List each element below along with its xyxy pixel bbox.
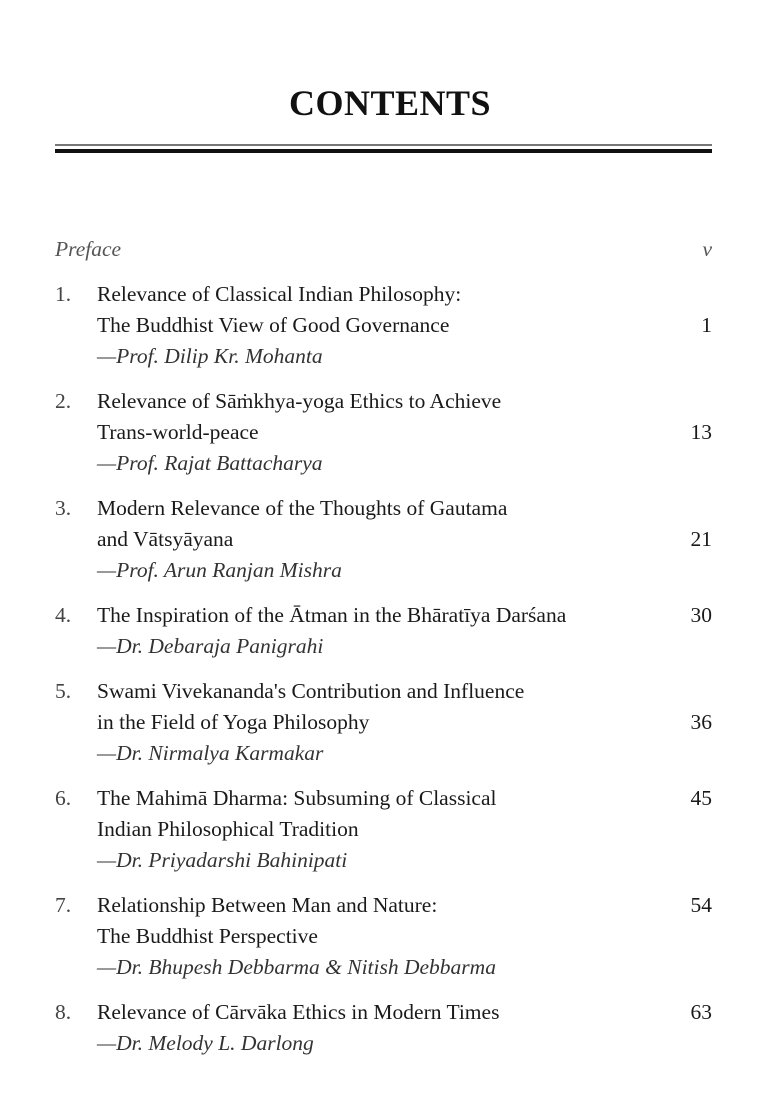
page-number: 21 — [690, 527, 712, 551]
page-number: 30 — [690, 603, 712, 627]
entry-title-line: Modern Relevance of the Thoughts of Gautama — [97, 496, 508, 520]
entry-number: 7. — [55, 893, 72, 917]
entry-number-spacer — [55, 1028, 97, 1059]
entry-number: 4. — [55, 603, 72, 627]
entry-number-spacer — [55, 310, 97, 341]
title-rule-thick — [55, 149, 712, 153]
entry-number-spacer — [55, 707, 97, 738]
entry-title-line: Relationship Between Man and Nature: — [97, 893, 438, 917]
page-number: 36 — [690, 710, 712, 734]
entry-title-line: in the Field of Yoga Philosophy — [97, 710, 370, 734]
entry-author: —Dr. Debaraja Panigrahi — [97, 634, 324, 658]
entry-number: 1. — [55, 282, 72, 306]
page-title: CONTENTS — [288, 83, 492, 123]
toc-entry[interactable] — [55, 783, 712, 876]
page-number: 54 — [690, 893, 712, 917]
entry-title-line: Relevance of Classical Indian Philosophy: — [97, 282, 462, 306]
page-number: v — [702, 237, 712, 261]
entry-number-spacer — [55, 417, 97, 448]
toc-entry[interactable] — [55, 890, 712, 983]
entry-author: —Prof. Dilip Kr. Mohanta — [97, 344, 323, 368]
toc-entry[interactable] — [55, 493, 712, 586]
entry-number-spacer — [55, 555, 97, 586]
entry-title-line: The Inspiration of the Ātman in the Bhāratīya Darśana — [97, 603, 567, 627]
entry-number: 3. — [55, 496, 72, 520]
entry-number-spacer — [55, 631, 97, 662]
entry-title-line: Relevance of Cārvāka Ethics in Modern Times — [97, 1000, 500, 1024]
entry-author: —Prof. Arun Ranjan Mishra — [97, 558, 342, 582]
entry-number-spacer — [55, 341, 97, 372]
entry-author: —Prof. Rajat Battacharya — [97, 451, 323, 475]
entry-author: —Dr. Priyadarshi Bahinipati — [97, 848, 348, 872]
entry-title-line: Swami Vivekananda's Contribution and Influence — [97, 679, 525, 703]
entry-number-spacer — [55, 845, 97, 876]
entry-number-spacer — [55, 814, 97, 845]
entry-number-spacer — [55, 524, 97, 555]
entry-title-line: The Buddhist View of Good Governance — [97, 313, 450, 337]
page-number-spacer — [662, 676, 712, 707]
toc-entry[interactable] — [55, 997, 712, 1059]
entry-number: 6. — [55, 786, 72, 810]
page-number-spacer — [662, 386, 712, 417]
entry-title-line: Trans-world-peace — [97, 420, 259, 444]
entry-title-line: Indian Philosophical Tradition — [97, 817, 359, 841]
entry-number-spacer — [55, 952, 97, 983]
entry-number: 5. — [55, 679, 72, 703]
entry-author: —Dr. Melody L. Darlong — [97, 1031, 314, 1055]
entry-number-spacer — [55, 921, 97, 952]
page-number-spacer — [662, 493, 712, 524]
entry-number: 2. — [55, 389, 72, 413]
toc-entry[interactable] — [55, 279, 712, 372]
toc-entry[interactable] — [55, 600, 712, 662]
page-number-spacer — [662, 279, 712, 310]
page-number: 1 — [701, 313, 712, 337]
title-rule-thin — [55, 144, 712, 146]
entry-title-line: Relevance of Sāṁkhya-yoga Ethics to Achieve — [97, 389, 502, 413]
page-number: 13 — [690, 420, 712, 444]
preface-label: Preface — [55, 237, 122, 261]
entry-number: 8. — [55, 1000, 72, 1024]
page-number: 45 — [690, 786, 712, 810]
entry-title-line: The Mahimā Dharma: Subsuming of Classical — [97, 786, 497, 810]
entry-title-line: and Vātsyāyana — [97, 527, 234, 551]
table-of-contents — [55, 234, 712, 1073]
page-number: 63 — [690, 1000, 712, 1024]
entry-number-spacer — [55, 448, 97, 479]
toc-preface[interactable] — [55, 234, 712, 265]
entry-author: —Dr. Bhupesh Debbarma & Nitish Debbarma — [97, 955, 496, 979]
entry-number-spacer — [55, 738, 97, 769]
page-number-spacer — [662, 921, 712, 952]
toc-entry[interactable] — [55, 386, 712, 479]
entry-title-line: The Buddhist Perspective — [97, 924, 318, 948]
toc-entry[interactable] — [55, 676, 712, 769]
entry-author: —Dr. Nirmalya Karmakar — [97, 741, 324, 765]
page-number-spacer — [662, 814, 712, 845]
